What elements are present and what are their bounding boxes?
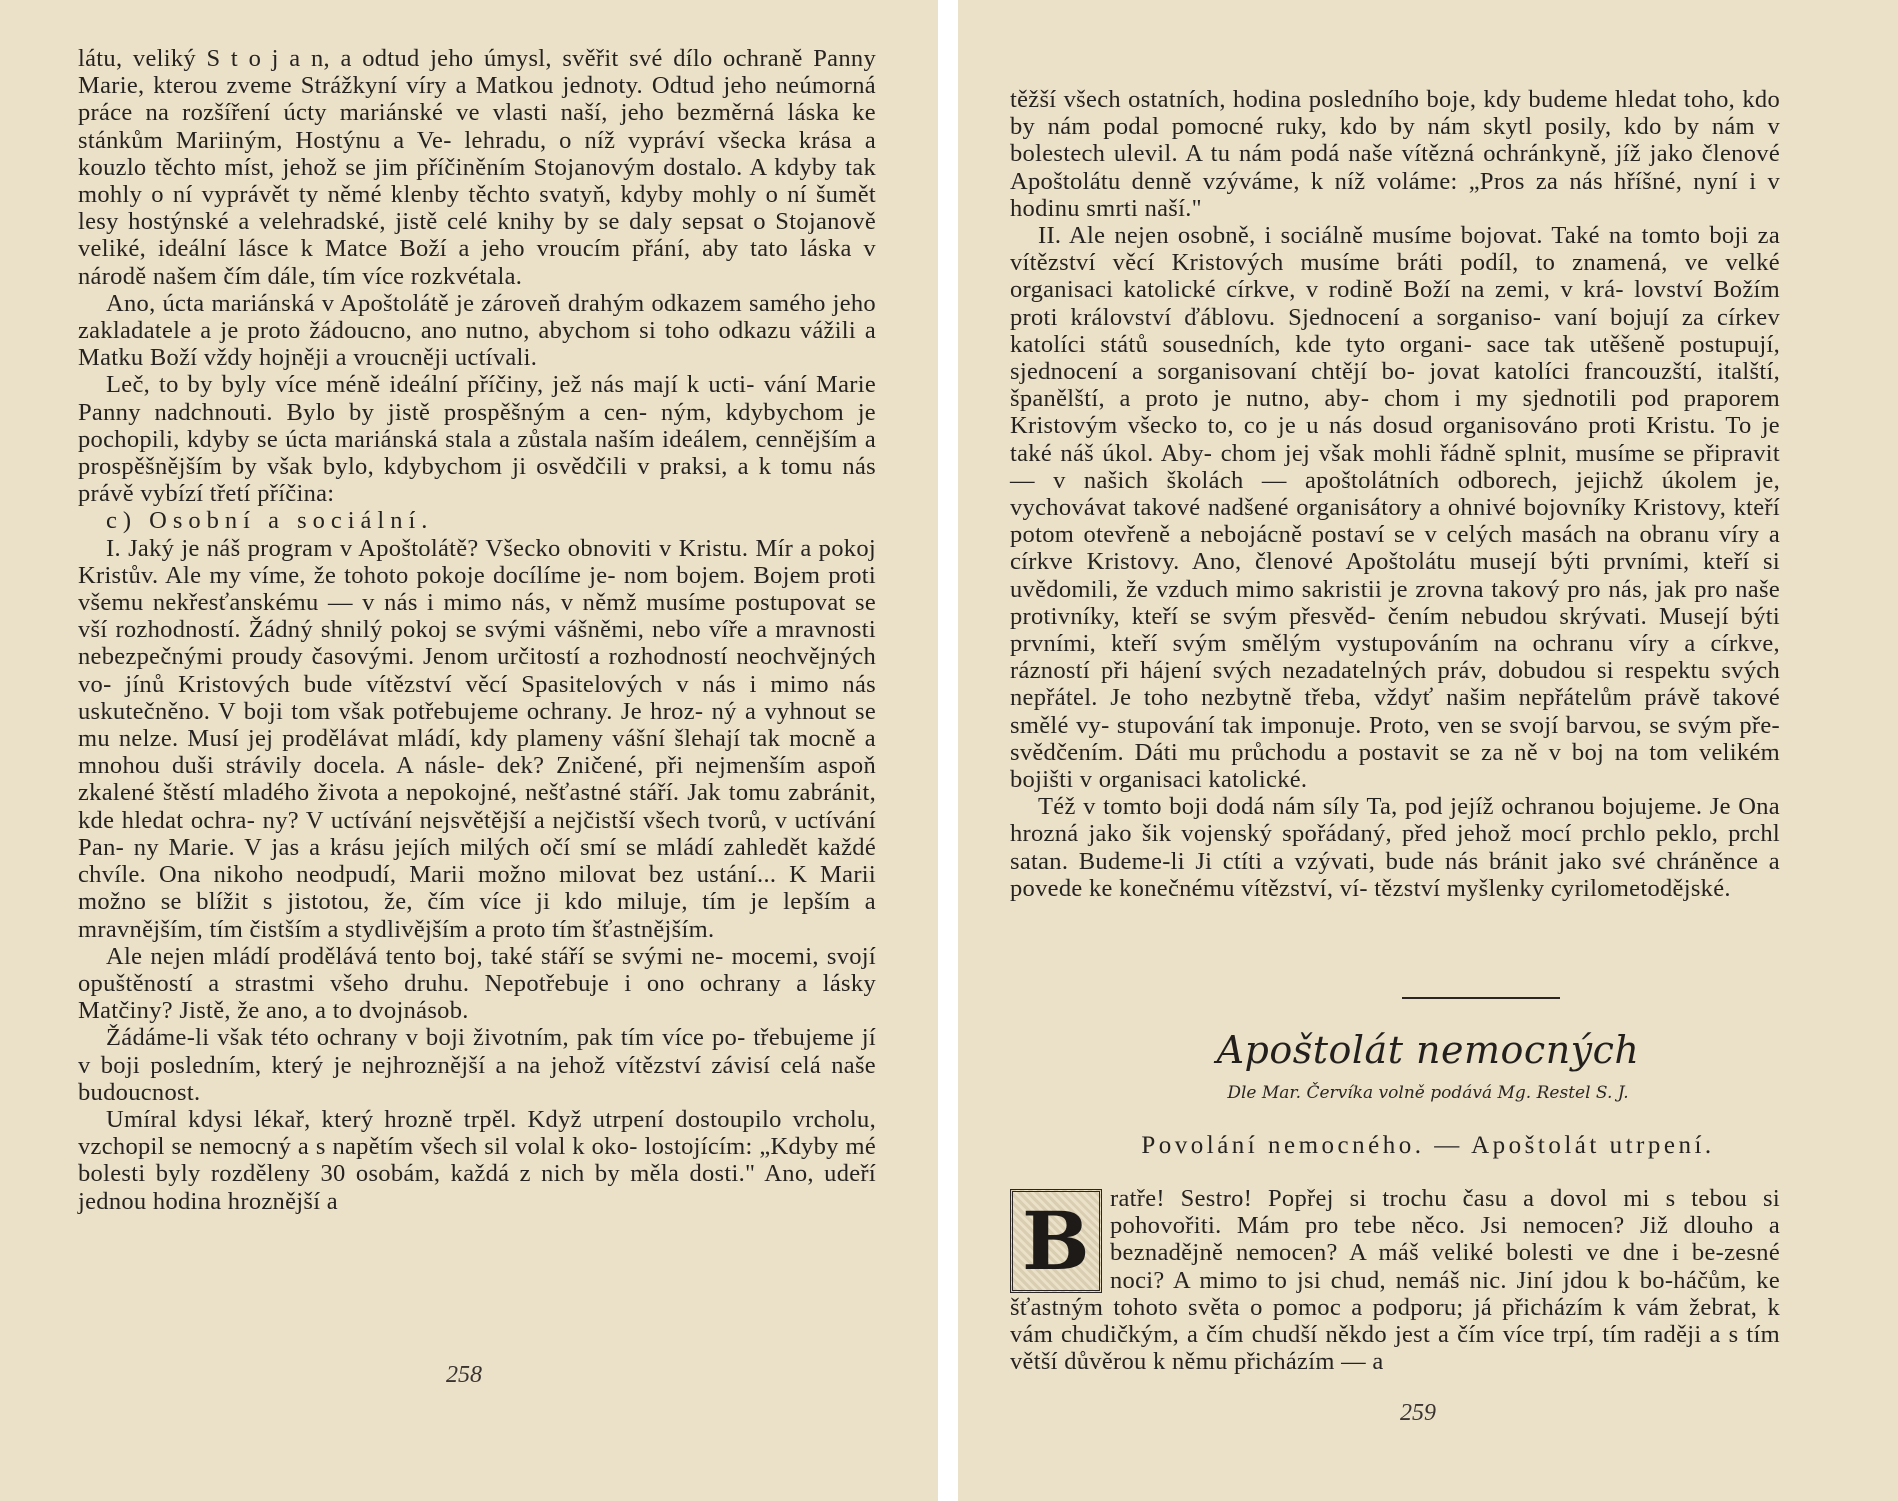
paragraph: látu, veliký S t o j a n, a odtud jeho úmysl, svěřit své dílo ochraně Panny Marie, kterou zveme Strážkyní víry a Matkou jednoty. Odtud jeho neúmorná práce na rozšíření úcty mariánské ve vlasti naší, jeho bezměrná láska ke stánkům Mariiným, Hostýnu a Ve- lehradu, o níž vypráví všecka krása a kouzlo těchto míst, jehož se jim příčiněním Stojanovým dostalo. A kdyby tak mohly o ní vyprávět ty němé klenby těchto svatyň, kdyby mohly o ní šumět lesy hostýnské a velehradské, jistě celé knihy by se daly sepsat o Stojanově veliké, ideální lásce k Matce Boží a jeho vroucím přání, aby tato láska v národě našem čím dále, tím více rozkvétala. <box>78 45 876 290</box>
paragraph: těžší všech ostatních, hodina posledního boje, kdy budeme hledat toho, kdo by nám podal pomocné ruky, kdo by nám skytl posily, kdo by nám v bolestech ulevil. A tu nám podá naše vítězná ochránkyně, jíž jako členové Apoštolátu denně vzýváme, k níž voláme: „Pros za nás hříšné, nyní i v hodinu smrti naší." <box>1010 86 1781 222</box>
section-divider <box>1402 997 1560 999</box>
paragraph: I. Jaký je náš program v Apoštolátě? Všecko obnoviti v Kristu. Mír a pokoj Kristův. Ale my víme, že tohoto pokoje docílíme je- nom bojem. Bojem proti všemu nekřesťanskému — v nás i mimo nás, v němž musíme postupovat se vší rozhodností. Žádný shnilý pokoj se svými vášněmi, nebo víře a mravnosti nebezpečnými proudy časovými. Jenom určitostí a rozhodností neochvějných vo- jínů Kristových bude vítězství věcí Spasitelových v nás i mimo nás uskutečněno. V boji tom však potřebujeme ochrany. Je hroz- ný a vyhnout se mu nelze. Musí jej prodělávat mládí, kdy plameny vášní šlehají tak mocně a mnohou duši strávily docela. A násle- dek? Zničené, při nejmenším aspoň zkalené štěstí mladého života a nepokojné, nešťastné stáří. Jak tomu zabránit, kde hledat ochra- ny? V uctívání nejsvětější a nejčistší všech tvorů, v uctívání Pan- ny Marie. V jas a krásu jejích milých očí smí se mládí zahledět každé chvíle. Ona nikoho neodpudí, Marii možno milovat bez ustání... K Marii možno se blížit s jistotou, že, čím více ji kdo miluje, tím je lepším a mravnějším, tím čistším a stydlivějším a proto tím šťastnějším. <box>78 534 876 943</box>
article-paragraph: ratře! Sestro! Popřej si trochu času a dovol mi s tebou si pohovořiti. Mám pro tebe něco. Jsi nemocen? Již dlouho a beznadějně nemocen? A máš veliké bolesti ve dne i be-zesné noci? A mimo to jsi chud, nemáš nic. Jiní jdou k bo-háčům, ke šťastným tohoto světa o pomoc a podporu; já přicházím k vám žebrat, k vám chudičkým, a čím chudší někdo jest a čím více trpí, tím raději a s tím větší důvěrou k němu přicházím — a <box>1010 1185 1780 1376</box>
article-byline: Dle Mar. Červíka volně podává Mg. Restel S. J. <box>1227 1083 1629 1103</box>
section-heading: c) Osobní a sociální. <box>106 507 434 535</box>
paragraph: Též v tomto boji dodá nám síly Ta, pod jejíž ochranou bojujeme. Je Ona hrozná jako šik vojenský spořádaný, před jehož mocí prchlo peklo, prchl satan. Budeme-li Ji ctíti a vzývati, bude nás bránit jako své chráněnce a povede ke konečnému vítězství, ví- tězství myšlenky cyrilometodějské. <box>1010 793 1781 902</box>
article-subtitle: Povolání nemocného. — Apoštolát utrpení. <box>1141 1132 1715 1159</box>
left-page-text <box>78 45 876 1215</box>
article-body <box>1010 1185 1780 1375</box>
paragraph: Umíral kdysi lékař, který hrozně trpěl. Když utrpení dostoupilo vrcholu, vzchopil se nemocný a s napětím všech sil volal k oko- lostojícím: „Kdyby mé bolesti byly rozděleny 30 osobám, každá z nich by měla dosti." Ano, udeří jednou hodina hroznější a <box>78 1105 876 1215</box>
paragraph: Ano, úcta mariánská v Apoštolátě je zároveň drahým odkazem samého jeho zakladatele a je proto žádoucno, ano nutno, abychom si toho odkazu vážili a Matku Boží vždy hojněji a vroucněji uctívali. <box>78 289 876 372</box>
decorative-initial: B <box>1010 1189 1102 1293</box>
article-title: Apoštolát nemocných <box>1216 1028 1640 1072</box>
gutter <box>938 0 958 1501</box>
paragraph: II. Ale nejen osobně, i sociálně musíme bojovat. Také na tomto boji za vítězství věcí Kristových musíme bráti podíl, to znamená, ve velké organisaci katolické církve, v rodině Boží na zemi, v krá- lovství Božím proti království ďáblovu. Sjednocení a sorganiso- vaní bojují za církev katolíci států sousedních, kde tyto organi- sace tak utěšeně postupují, sjednocení a sorganisovaní chtějí bo- jovat katolíci francouzští, italští, španělští, a proto je nutno, aby- chom i my sjednotili pod praporem Kristovým všecko to, co je u nás dosud organisováno proti Kristu. To je také náš úkol. Aby- chom jej však mohli řádně splnit, musíme se připravit — v našich školách — apoštolátních odborech, jejichž úkolem je, vychovávat takové nadšené organisátory a ohnivé bojovníky Kristovy, kteří potom otevřeně a nebojácně postaví se v celých masách na obranu víry a církve Kristovy. Ano, členové Apoštolátu musejí býti prvními, kteří si uvědomili, že vzduch mimo sakristii je zrovna takový pro nás, jak pro naše protivníky, kteří se svým přesvěd- čením nebudou skrývati. Musejí býti prvními, kteří svým smělým vystupováním na ochranu víry a církve, rázností při hájení svých nezadatelných práv, dobudou si respektu svých nepřátel. Je toho nezbytně třeba, vždyť našim nepřátelům právě takové smělé vy- stupování tak imponuje. Proto, ven se svojí barvou, se svým pře- svědčením. Dáti mu průchodu a postavit se za ně v boj na tom velikém bojišti v organisaci katolické. <box>1010 222 1781 794</box>
paragraph: Ale nejen mládí prodělává tento boj, také stáří se svými ne- mocemi, svojí opuštěností a strastmi všeho druhu. Nepotřebuje i ono ochrany a lásky Matčiny? Jistě, že ano, a to dvojnásob. <box>78 942 876 1025</box>
page-number: 258 <box>446 1362 482 1388</box>
right-page <box>958 0 1898 1501</box>
right-page-text <box>1010 86 1780 902</box>
paragraph: Žádáme-li však této ochrany v boji životním, pak tím více po- třebujeme jí v boji posledním, který je nejhroznější a na jehož vítězství závisí celá naše budoucnost. <box>78 1024 876 1106</box>
page-number: 259 <box>1400 1400 1436 1426</box>
left-page <box>0 0 938 1501</box>
paragraph: Leč, to by byly více méně ideální příčiny, jež nás mají k ucti- vání Marie Panny nadchnouti. Bylo by jistě prospěšným a cen- ným, kdybychom je pochopili, kdyby se úcta mariánská stala a zůstala naším ideálem, cennějším a prospěšnějším by však bylo, kdybychom ji osvědčili v praksi, a k tomu nás právě vybízí třetí příčina: <box>78 371 876 508</box>
